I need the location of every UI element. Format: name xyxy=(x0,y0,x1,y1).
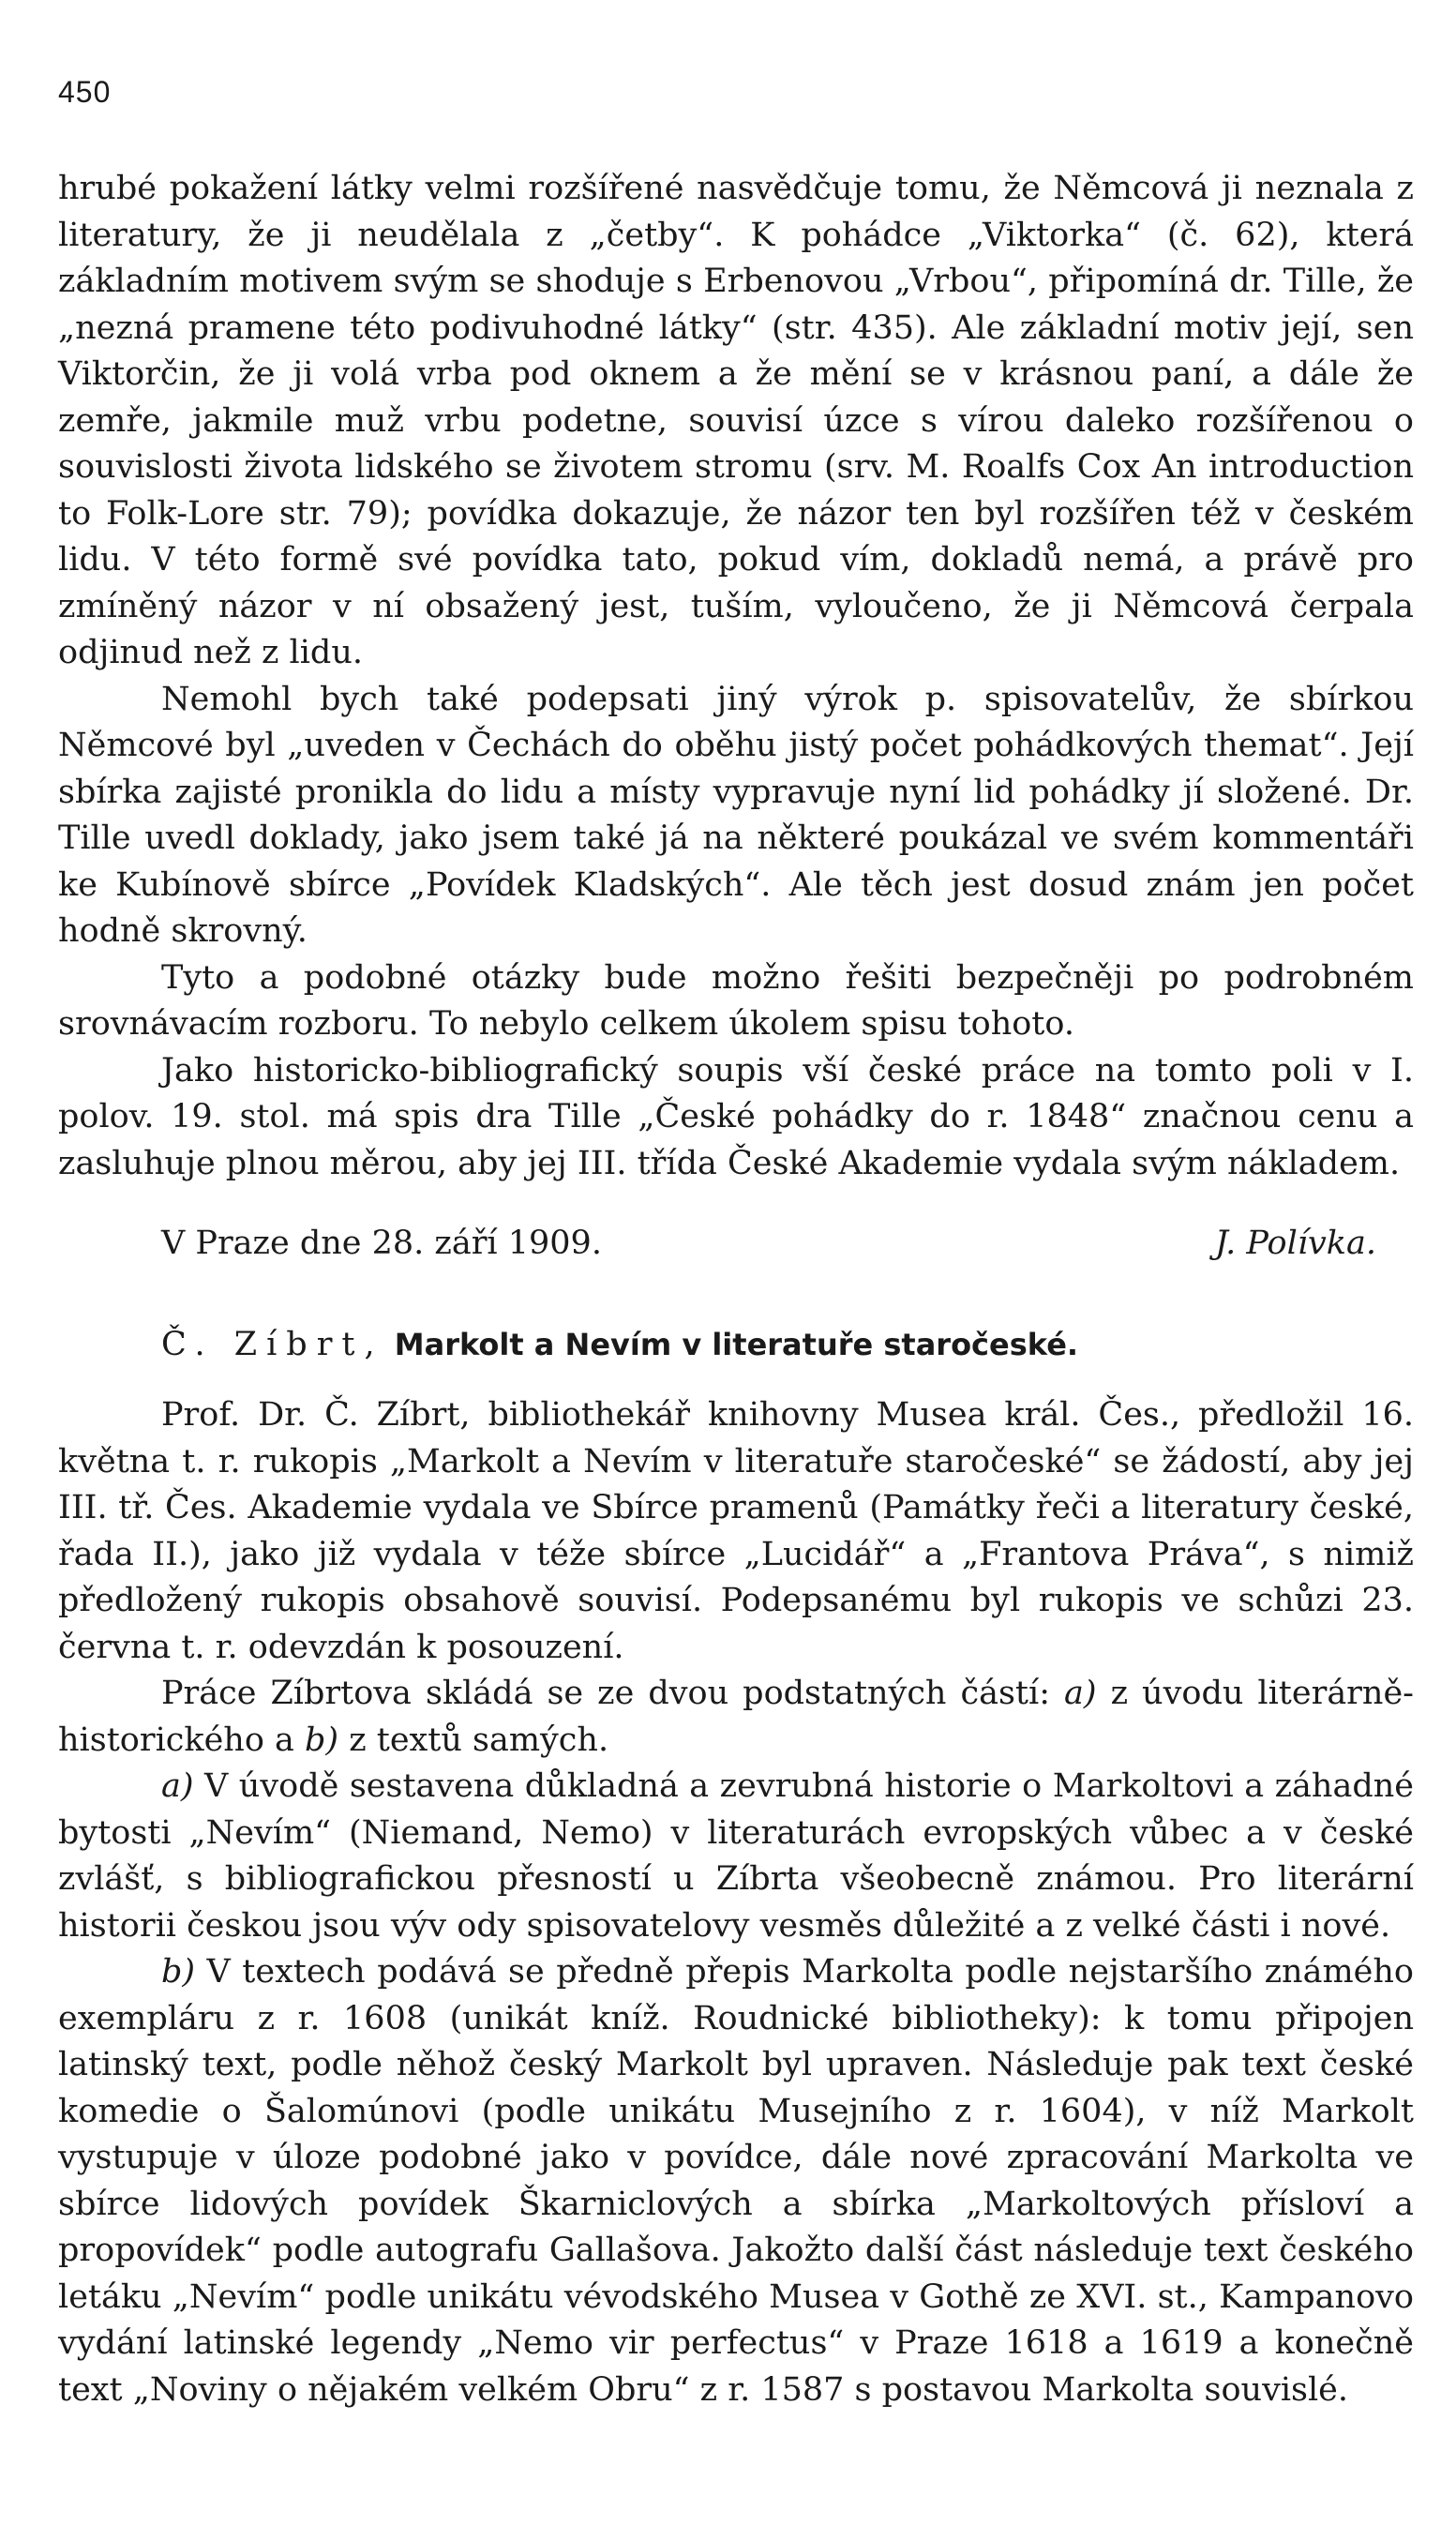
page-number: 450 xyxy=(58,75,112,109)
part-b-text: V textech podává se předně přepis Markolta podle nejstaršího známého exempláru z r. 1608 (unikát kníž. Roudnické bibliotheky): k tomu připojen latinský text, podle něhož český Markolt byl upraven. Následuje pak text české komedie o Šalomúnovi (podle unikátu Musejního z r. 1604), v níž Markolt vystupuje v úloze podobné jako v povídce, dále nové zpracování Markolta ve sbírce lidových povídek Škarniclových a sbírka „Markoltových přísloví a propovídek“ podle autografu Gallašova. Jakožto další část následuje text českého letáku „Nevím“ podle unikátu vévodského Musea v Gothě ze XVI. st., Kampanovo vydání latinské legendy „Nemo vir perfectus“ v Praze 1618 a 1619 a konečně text „Noviny o nějakém velkém Obru“ z r. 1587 s postavou Markolta souvislé. xyxy=(58,1953,1414,2409)
parts-intro-a-label: a) xyxy=(1064,1675,1097,1712)
parts-intro-between: z úvodu literárně-historického a xyxy=(58,1675,1414,1759)
signature-line xyxy=(58,1221,1414,1268)
paragraph-intro-2: Nemohl bych také podepsati jiný výrok p. spisovatelův, že sbírkou Němcové byl „uveden v Čechách do oběhu jistý počet pohádkových themat“. Její sbírka zajisté pronikla do lidu a místy vypravuje nyní lid pohádky jí složené. Dr. Tille uvedl doklady, jako jsem také já na některé poukázal ve svém kommentáři ke Kubínově sbírce „Povídek Kladských“. Ale těch jest dosud znám jen počet hodně skrovný. xyxy=(58,680,1414,950)
part-b-label: b) xyxy=(161,1953,196,1991)
paragraph-part-b xyxy=(58,1949,1414,2413)
parts-intro-b-label: b) xyxy=(305,1721,339,1759)
signature-name: J. Polívka. xyxy=(1214,1225,1376,1262)
part-a-text: V úvodě sestavena důkladná a zevrubná historie o Markoltovi a záhadné bytosti „Nevím“ (Niemand, Nemo) v literaturách evropských vůbec a v české zvlášť, s bibliografickou přesností u Zíbrta všeobecně známou. Pro literární historii českou jsou výv ody spisovatelovy vesměs důležité a z velké části i nové. xyxy=(58,1767,1414,1945)
paragraph-parts-intro xyxy=(58,1671,1414,1764)
paragraph-section-1: Prof. Dr. Č. Zíbrt, bibliothekář knihovny Musea král. Čes., předložil 16. května t. r. rukopis „Markolt a Nevím v literatuře staročeské“ se žádostí, aby jej III. tř. Čes. Akademie vydala ve Sbírce pramenů (Památky řeči a literatury české, řada II.), jako již vydala v téže sbírce „Lucidář“ a „Frantova Práva“, s nimiž předložený rukopis obsahově souvisí. Podepsanému byl rukopis ve schůzi 23. června t. r. odevzdán k posouzení. xyxy=(58,1396,1414,1666)
signature-date: V Praze dne 28. září 1909. xyxy=(161,1225,602,1262)
parts-intro-after: z textů samých. xyxy=(338,1721,609,1759)
section-title: Markolt a Nevím v literatuře staročeské. xyxy=(394,1326,1079,1362)
paragraph-intro-1: hrubé pokažení látky velmi rozšířené nasvědčuje tomu, že Němcová ji neznala z literatury, že ji neudělala z „četby“. K pohádce „Viktorka“ (č. 62), která základním motivem svým se shoduje s Erbenovou „Vrbou“, připomíná dr. Tille, že „nezná pramene této podivuhodné látky“ (str. 435). Ale základní motiv její, sen Viktorčin, že ji volá vrba pod oknem a že mění se v krásnou paní, a dále že zemře, jakmile muž vrbu podetne, souvisí úzce s vírou daleko rozšířenou o souvislosti života lidského se životem stromu (srv. M. Roalfs Cox An introduction to Folk-Lore str. 79); povídka dokazuje, že názor ten byl rozšířen též v českém lidu. V této formě své povídka tato, pokud vím, dokladů nemá, a právě pro zmíněný názor v ní obsažený jest, tuším, vyloučeno, že ji Němcová čerpala odjinud než z lidu. xyxy=(58,170,1414,671)
paragraph-intro-4: Jako historicko-bibliografický soupis vší české práce na tomto poli v I. polov. 19. stol. má spis dra Tille „České pohádky do r. 1848“ značnou cenu a zasluhuje plnou měrou, aby jej III. třída České Akademie vydala svým nákladem. xyxy=(58,1051,1414,1182)
section-heading xyxy=(58,1322,1414,1369)
paragraph-intro-3: Tyto a podobné otázky bude možno řešiti bezpečněji po podrobném srovnávacím rozboru. To nebylo celkem úkolem spisu tohoto. xyxy=(58,958,1414,1043)
parts-intro-before: Práce Zíbrtova skládá se ze dvou podstatných částí: xyxy=(161,1675,1065,1712)
document-page xyxy=(58,56,1414,2413)
section-author: Č. Zíbrt, xyxy=(161,1325,384,1363)
paragraph-part-a xyxy=(58,1764,1414,1949)
part-a-label: a) xyxy=(161,1767,194,1805)
